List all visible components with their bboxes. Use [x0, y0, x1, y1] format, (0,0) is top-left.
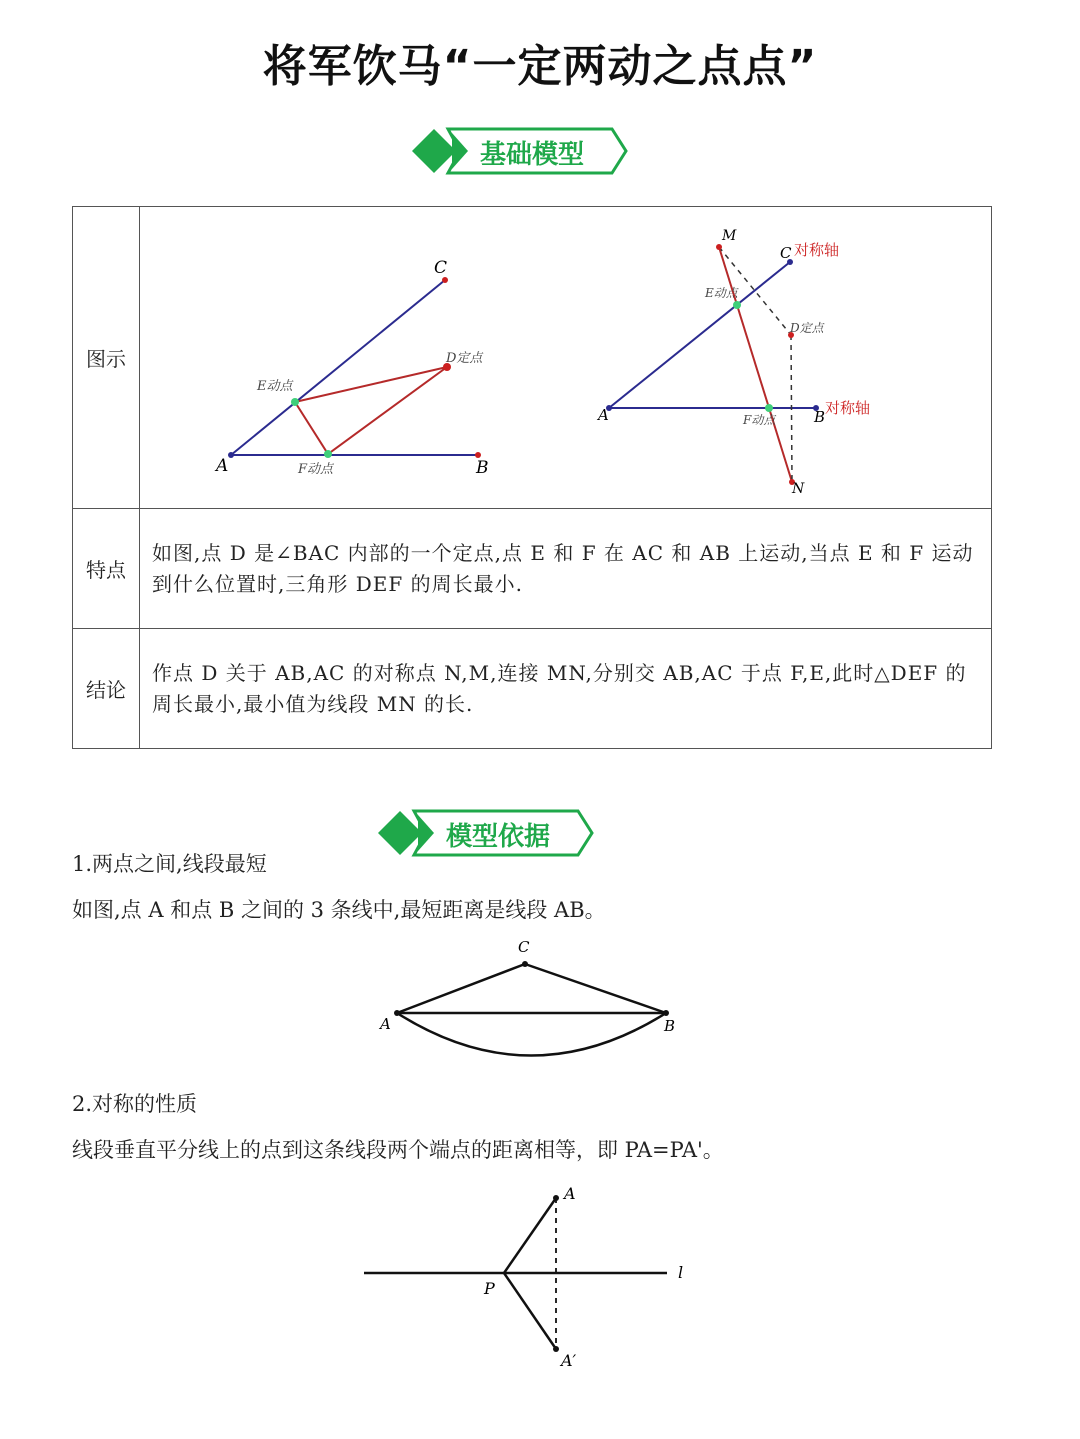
figure-cell [140, 207, 992, 509]
label-A4: A [564, 1184, 576, 1203]
label-C2: C [780, 243, 792, 262]
label-F: F动点 [298, 461, 334, 477]
section2-text: 线段垂直平分线上的点到这条线段两个端点的距离相等，即 PA=PA'。 [72, 1138, 724, 1162]
section-banner-model-basis [378, 806, 598, 860]
label-A4-prime: A′ [561, 1351, 577, 1370]
label-B: B [476, 457, 489, 478]
label-E: E动点 [257, 378, 293, 394]
row-label-conclusion: 结论 [73, 629, 140, 749]
label-A2: A [598, 405, 609, 424]
feature-text: 如图,点 D 是∠BAC 内部的一个定点,点 E 和 F 在 AC 和 AB 上运动,当点 E 和 F 运动到什么位置时,三角形 DEF 的周长最小. [140, 509, 992, 629]
label-B2: B [814, 407, 826, 426]
model-table [72, 206, 992, 749]
row-label-figure: 图示 [73, 207, 140, 509]
label-A3: A [380, 1015, 391, 1033]
label-E2: E动点 [705, 285, 738, 300]
label-P: P [484, 1279, 495, 1298]
label-A: A [216, 455, 229, 476]
section-banner-basic-model [412, 124, 632, 178]
label-F2: F动点 [743, 412, 776, 427]
conclusion-text: 作点 D 关于 AB,AC 的对称点 N,M,连接 MN,分别交 AB,AC 于点 F,E,此时△DEF 的周长最小,最小值为线段 MN 的长. [140, 629, 992, 749]
figures-svg [140, 208, 992, 508]
figure-3 [368, 930, 708, 1070]
label-C3: C [518, 938, 530, 956]
label-D: D定点 [446, 350, 483, 366]
section1-heading: 1.两点之间,线段最短 [72, 852, 267, 876]
label-l: l [678, 1263, 684, 1282]
section2-heading: 2.对称的性质 [72, 1092, 198, 1116]
label-N: N [792, 480, 805, 497]
figure-4 [358, 1178, 718, 1378]
section1-text: 如图,点 A 和点 B 之间的 3 条线中,最短距离是线段 AB。 [72, 898, 606, 922]
banner-title: 基础模型 [480, 140, 585, 170]
axis-label-ac: 对称轴 [794, 240, 840, 259]
axis-label-ab: 对称轴 [825, 398, 871, 417]
banner-title: 模型依据 [446, 822, 551, 852]
row-label-feature: 特点 [73, 509, 140, 629]
page-title: 将军饮马“一定两动之点点” [262, 41, 818, 92]
label-D2: D定点 [790, 320, 824, 335]
label-C: C [434, 257, 448, 278]
figure-2 [596, 228, 870, 497]
label-B3: B [664, 1017, 676, 1035]
label-M: M [722, 227, 737, 244]
figure-1 [214, 258, 489, 478]
